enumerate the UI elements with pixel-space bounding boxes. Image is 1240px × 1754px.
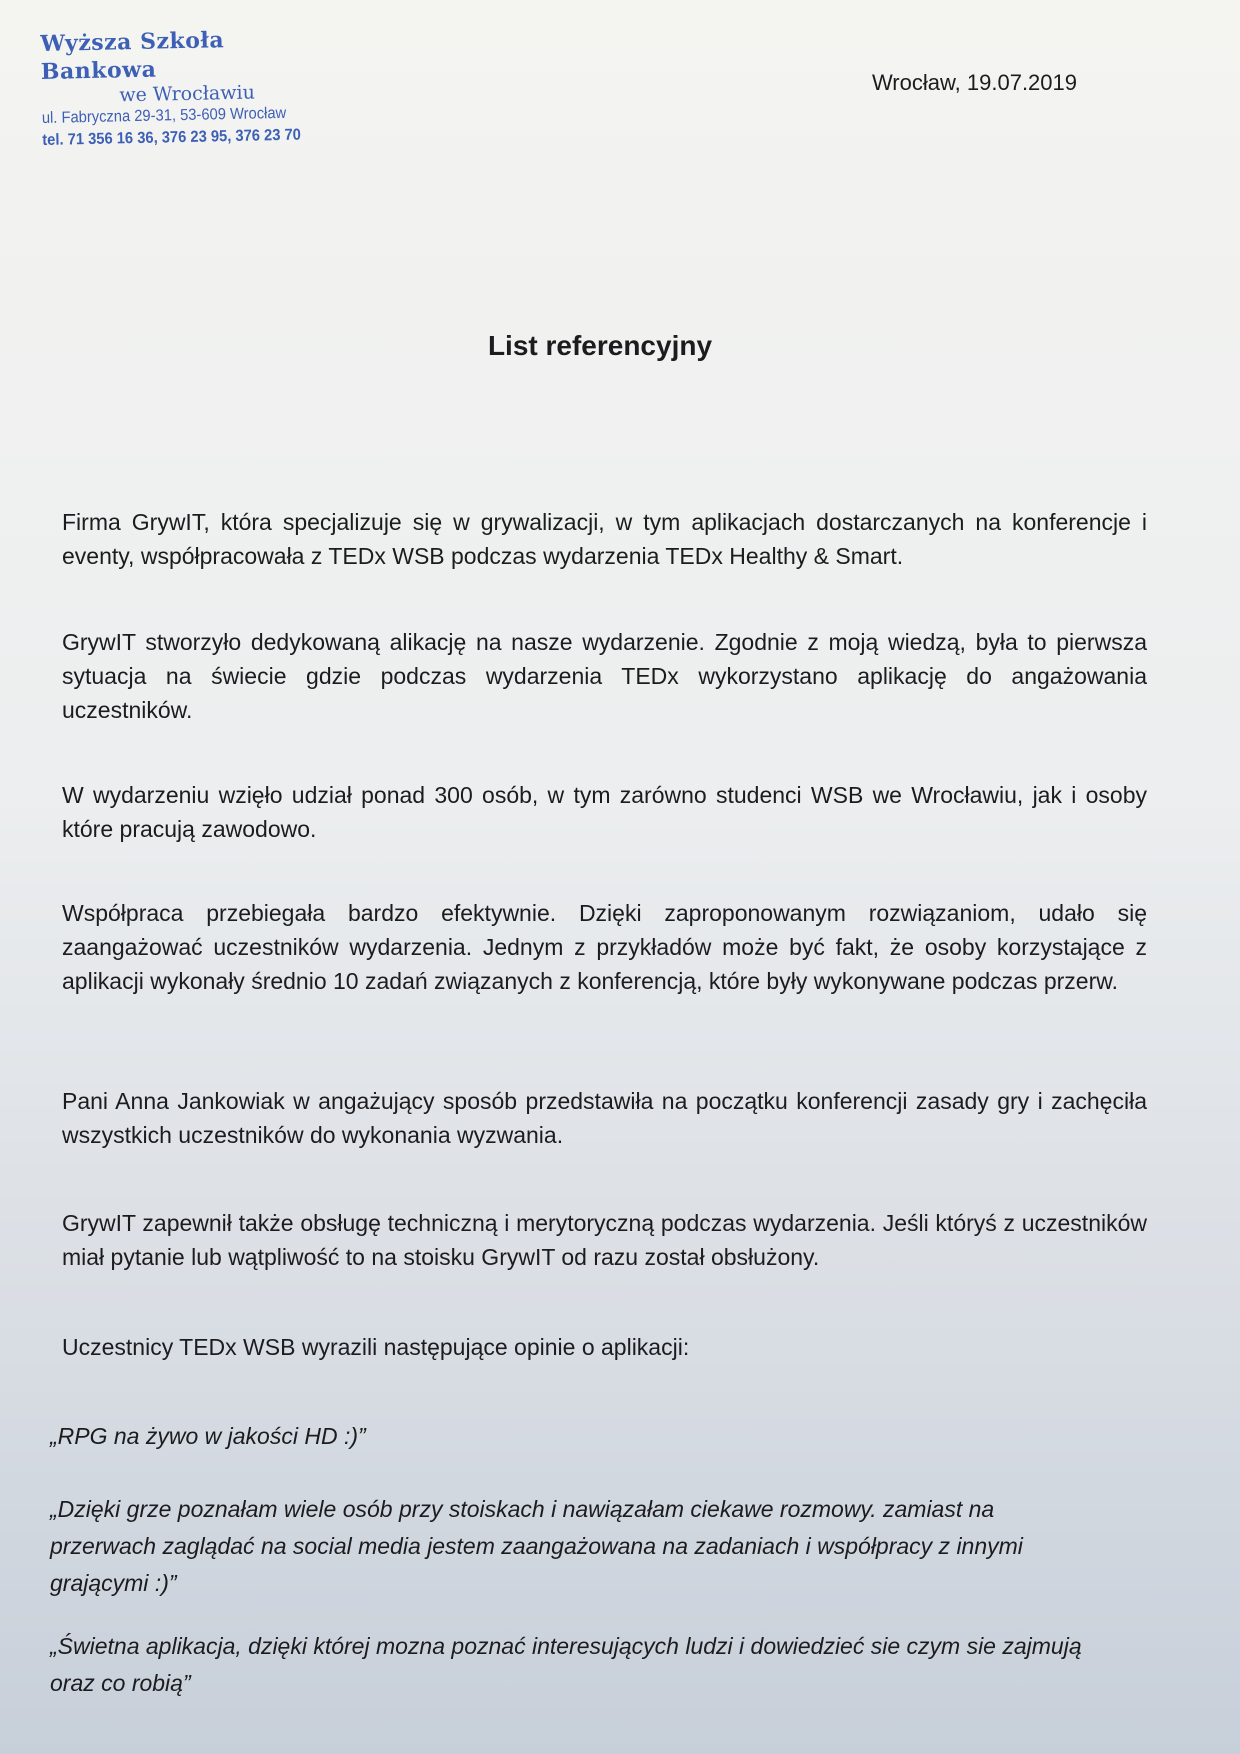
paragraph: Uczestnicy TEDx WSB wyrazili następujące opinie o aplikacji: bbox=[62, 1334, 690, 1360]
stamp-address: ul. Fabryczna 29-31, 53-609 Wrocław bbox=[41, 104, 287, 127]
participant-quote: „RPG na żywo w jakości HD :)” bbox=[50, 1423, 366, 1449]
place-and-date: Wrocław, 19.07.2019 bbox=[871, 70, 1077, 95]
paragraph: Firma GrywIT, która specjalizuje się w grywalizacji, w tym aplikacjach dostarczanych na konferencje i eventy, współpracowała z TEDx WSB podczas wydarzenia TEDx Healthy & Smart. bbox=[62, 509, 1147, 569]
paragraph: GrywIT stworzyło dedykowaną alikację na nasze wydarzenie. Zgodnie z moją wiedzą, była to pierwsza sytuacja na świecie gdzie podczas wydarzenia TEDx wykorzystano aplikację do angażowania uczestników. bbox=[62, 629, 1147, 723]
stamp-institution-name: Wyższa Szkoła Bankowa bbox=[40, 27, 225, 85]
paragraph: Pani Anna Jankowiak w angażujący sposób przedstawiła na początku konferencji zasady gry i zachęciła wszystkich uczestników do wykonania wyzwania. bbox=[62, 1088, 1147, 1148]
institution-stamp bbox=[40, 24, 342, 152]
paragraph: Współpraca przebiegała bardzo efektywnie. Dzięki zaproponowanym rozwiązaniom, udało się zaangażować uczestników wydarzenia. Jednym z przykładów może być fakt, że osoby korzystające z aplikacji wykonały średnio 10 zadań związanych z konferencją, które były wykonywane podczas przerw. bbox=[62, 900, 1147, 994]
paragraph: W wydarzeniu wzięło udział ponad 300 osób, w tym zarówno studenci WSB we Wrocławiu, jak i osoby które pracują zawodowo. bbox=[62, 782, 1147, 842]
paragraph: GrywIT zapewnił także obsługę techniczną i merytoryczną podczas wydarzenia. Jeśli któryś z uczestników miał pytanie lub wątpliwość to na stoisku GrywIT od razu został obsłużony. bbox=[62, 1210, 1147, 1270]
letter-title: List referencyjny bbox=[487, 330, 713, 361]
participant-quote: „Świetna aplikacja, dzięki której mozna poznać interesujących ludzi i dowiedzieć sie czym sie zajmują oraz co robią” bbox=[50, 1633, 1082, 1696]
stamp-phone: tel. 71 356 16 36, 376 23 95, 376 23 70 bbox=[42, 126, 302, 149]
participant-quote: „Dzięki grze poznałam wiele osób przy stoiskach i nawiązałam ciekawe rozmowy. zamiast na przerwach zaglądać na social media jestem zaangażowana na zadaniach i współpracy z innymi grającymi :)” bbox=[50, 1496, 1023, 1596]
stamp-city: we Wrocławiu bbox=[119, 81, 256, 107]
